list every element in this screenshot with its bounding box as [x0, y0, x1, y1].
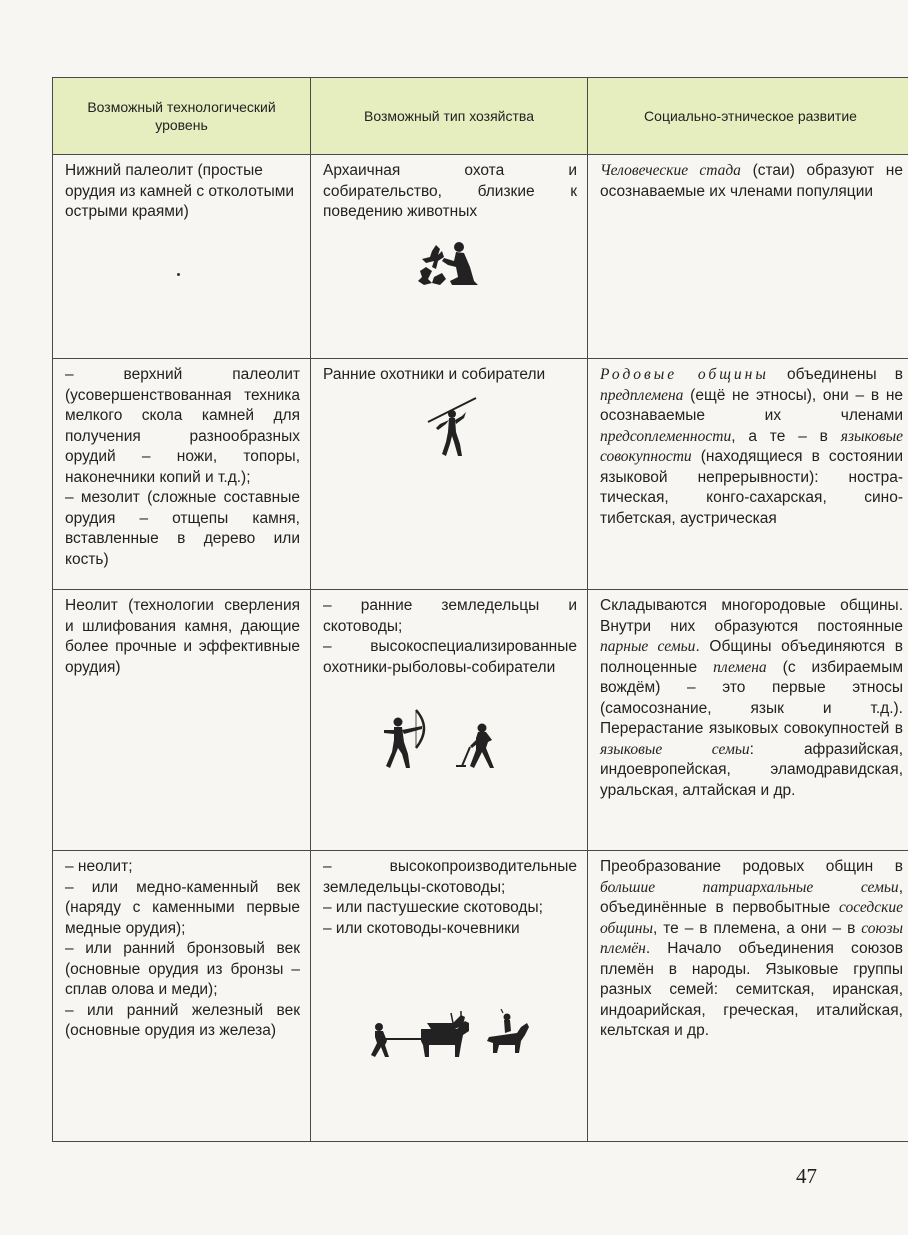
economy-text: – ранние земледельцы и скотоводы; – высокоспециализированные охотники-рыболовы-собиратели — [323, 597, 577, 676]
tech-cell — [53, 851, 311, 1142]
plain-text: объединены в — [768, 366, 903, 383]
header-economy-type: Возможный тип хозяйства — [311, 78, 588, 155]
economy-cell — [311, 851, 588, 1142]
economy-text: Ранние охотники и собиратели — [323, 366, 546, 383]
emphasized-term: языковые семьи — [600, 740, 750, 758]
tech-cell — [53, 590, 311, 851]
economy-cell — [311, 155, 588, 359]
emphasized-term: Родовые общины — [600, 366, 769, 383]
emphasized-term: парные семьи — [600, 638, 696, 655]
table-row — [53, 851, 908, 1142]
emphasized-term: большие патриархальные семьи — [600, 878, 899, 896]
spear-hunter-icon — [420, 396, 480, 458]
plain-text: (стаи) образуют не осознаваемые их членами популяции — [600, 162, 903, 200]
emphasized-term: предплемена — [600, 386, 684, 404]
social-text — [600, 366, 903, 527]
economy-text: Архаичная охота и собирательство, близкие к поведению животных — [323, 162, 577, 220]
stray-dot — [177, 273, 180, 276]
table-row — [53, 359, 908, 590]
history-table — [52, 77, 908, 1142]
header-social-development: Социально-этническое развитие — [588, 78, 908, 155]
economy-cell — [311, 359, 588, 590]
emphasized-term: соседские общины — [600, 899, 903, 937]
economy-cell — [311, 590, 588, 851]
plain-text: . Начало объединения союзов племён в народы. Языковые группы разных семей: семитская, иранская, индоарийская, греческая, италийская, кельтская и др. — [600, 940, 903, 1039]
tech-text: Нижний палеолит (простые орудия из камней с отколотыми острыми краями) — [65, 162, 295, 220]
plain-text: : афразийская, индоевропейская, эламодравидская, уральская, алтайская и др. — [600, 740, 903, 799]
tech-cell — [53, 359, 311, 590]
plain-text: , а те – в — [731, 427, 841, 445]
crouching-gatherer-icon — [412, 241, 488, 289]
economy-text: – высокопроизводительные земледельцы-скотоводы; – или пастушеские скотоводы; – или скотоводы-кочевники — [323, 858, 577, 937]
plain-text: , объединённые в первобытные — [600, 878, 903, 916]
plain-text: (находящиеся в состоянии языковой непрерывности): ностра-тическая, конго-сахарская, сино-тибетская, аустрическая — [600, 448, 903, 527]
tech-text: Неолит (технологии сверления и шлифования камня, дающие более прочные и эффективные орудия) — [65, 597, 300, 676]
tech-text: – неолит; – или медно-каменный век (наряду с каменными первые медные орудия); – или ранний бронзовый век (основные орудия из бронзы – сплав олова и меди); – или ранний железный век (основные орудия из железа) — [65, 858, 300, 1039]
social-cell — [588, 155, 908, 359]
plain-text: Складываются многородовые общины. Внутри них образуются постоянные — [600, 597, 903, 635]
table-row — [53, 590, 908, 851]
plain-text: . Общины объединяются в полноценные — [600, 638, 904, 676]
plain-text: , те – в племена, а они – в — [652, 919, 862, 937]
header-tech-level: Возможный технологический уровень — [53, 78, 311, 155]
social-cell — [588, 359, 908, 590]
emphasized-term: Человеческие стада — [600, 162, 741, 179]
table-row — [53, 155, 908, 359]
social-cell — [588, 590, 908, 851]
plain-text: (с избираемым вождём) – это первые этносы (самосознание, язык и т.д.). Перерастание языковых совокупностей в — [600, 658, 903, 737]
page-number: 47 — [796, 1164, 817, 1188]
tech-cell — [53, 155, 311, 359]
social-text — [600, 858, 903, 1039]
emphasized-term: союзы племён — [600, 919, 903, 957]
table-header-row — [53, 78, 908, 155]
social-text — [600, 597, 903, 799]
social-text — [600, 162, 903, 200]
plain-text: (ещё не этносы), они – в не осознаваемые их членами — [600, 386, 903, 424]
plain-text: Преобразование родовых общин в — [600, 858, 903, 875]
social-cell — [588, 851, 908, 1142]
archer-and-farmer-icon — [370, 708, 530, 772]
plough-and-rider-icon — [365, 1009, 535, 1061]
tech-text: – верхний палеолит (усовершенствованная техника мелкого скола камней для получения разнообразных орудий – ножи, топоры, наконечники копий и т.д.); – мезолит (сложные составные орудия – отщепы камня, вставленные в дерево или кость) — [65, 366, 300, 568]
emphasized-term: племена — [713, 658, 767, 676]
emphasized-term: языковые совокупности — [600, 427, 903, 465]
emphasized-term: предсоплеменности — [600, 427, 732, 445]
